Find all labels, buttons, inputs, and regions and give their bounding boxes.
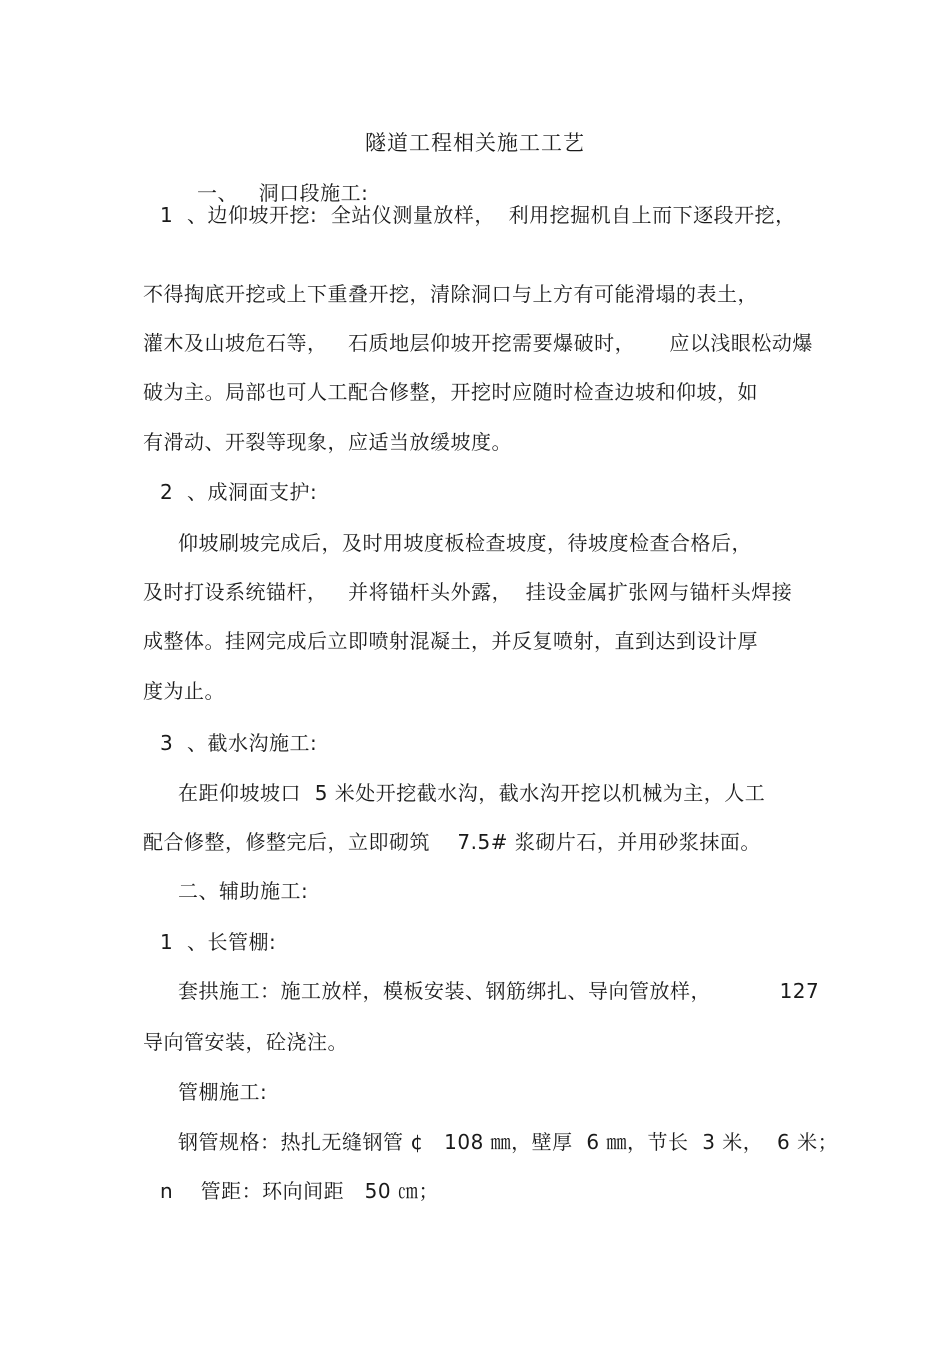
paragraph-line: 有滑动、开裂等现象，应适当放缓坡度。 xyxy=(143,430,512,454)
paragraph-line: 成整体。挂网完成后立即喷射混凝土，并反复喷射，直到达到设计厚 xyxy=(143,629,758,653)
paragraph-line: 及时打设系统锚杆， 并将锚杆头外露， 挂设金属扩张网与锚杆头焊接 xyxy=(143,580,793,604)
paragraph-line: 仰坡刷坡完成后，及时用坡度板检查坡度，待坡度检查合格后， xyxy=(178,531,752,555)
paragraph-line: n 管距：环向间距 50 ㎝； xyxy=(160,1179,439,1203)
paragraph-line: 管棚施工: xyxy=(178,1080,268,1104)
paragraph-line: 度为止。 xyxy=(143,679,225,703)
document-title: 隧道工程相关施工工艺 xyxy=(365,131,585,155)
paragraph-line: 1 、边仰坡开挖: 全站仪测量放样， 利用挖掘机自上而下逐段开挖， xyxy=(160,203,796,227)
paragraph-line: 钢管规格：热扎无缝钢管 ¢ 108 ㎜，壁厚 6 ㎜，节长 3 米， 6 米； xyxy=(178,1130,839,1154)
section-heading-2: 二、辅助施工: xyxy=(178,879,309,903)
paragraph-line: 导向管安装，砼浇注。 xyxy=(143,1030,348,1054)
paragraph-line: 套拱施工：施工放样，模板安装、钢筋绑扎、导向管放样， 127 xyxy=(178,979,820,1003)
paragraph-line: 破为主。局部也可人工配合修整，开挖时应随时检查边坡和仰坡，如 xyxy=(143,380,758,404)
paragraph-line: 配合修整，修整完后，立即砌筑 7.5# 浆砌片石，并用砂浆抹面。 xyxy=(143,830,761,854)
subsection-heading: 3 、截水沟施工: xyxy=(160,731,318,755)
paragraph-line: 在距仰坡坡口 5 米处开挖截水沟，截水沟开挖以机械为主，人工 xyxy=(178,781,766,805)
subsection-heading: 1 、长管棚: xyxy=(160,930,277,954)
section-heading-1: 一、 洞口段施工: xyxy=(197,181,369,205)
paragraph-line: 灌木及山坡危石等， 石质地层仰坡开挖需要爆破时， 应以浅眼松动爆 xyxy=(143,331,813,355)
subsection-heading: 2 、成洞面支护: xyxy=(160,480,318,504)
paragraph-line: 不得掏底开挖或上下重叠开挖，清除洞口与上方有可能滑塌的表土， xyxy=(143,282,758,306)
